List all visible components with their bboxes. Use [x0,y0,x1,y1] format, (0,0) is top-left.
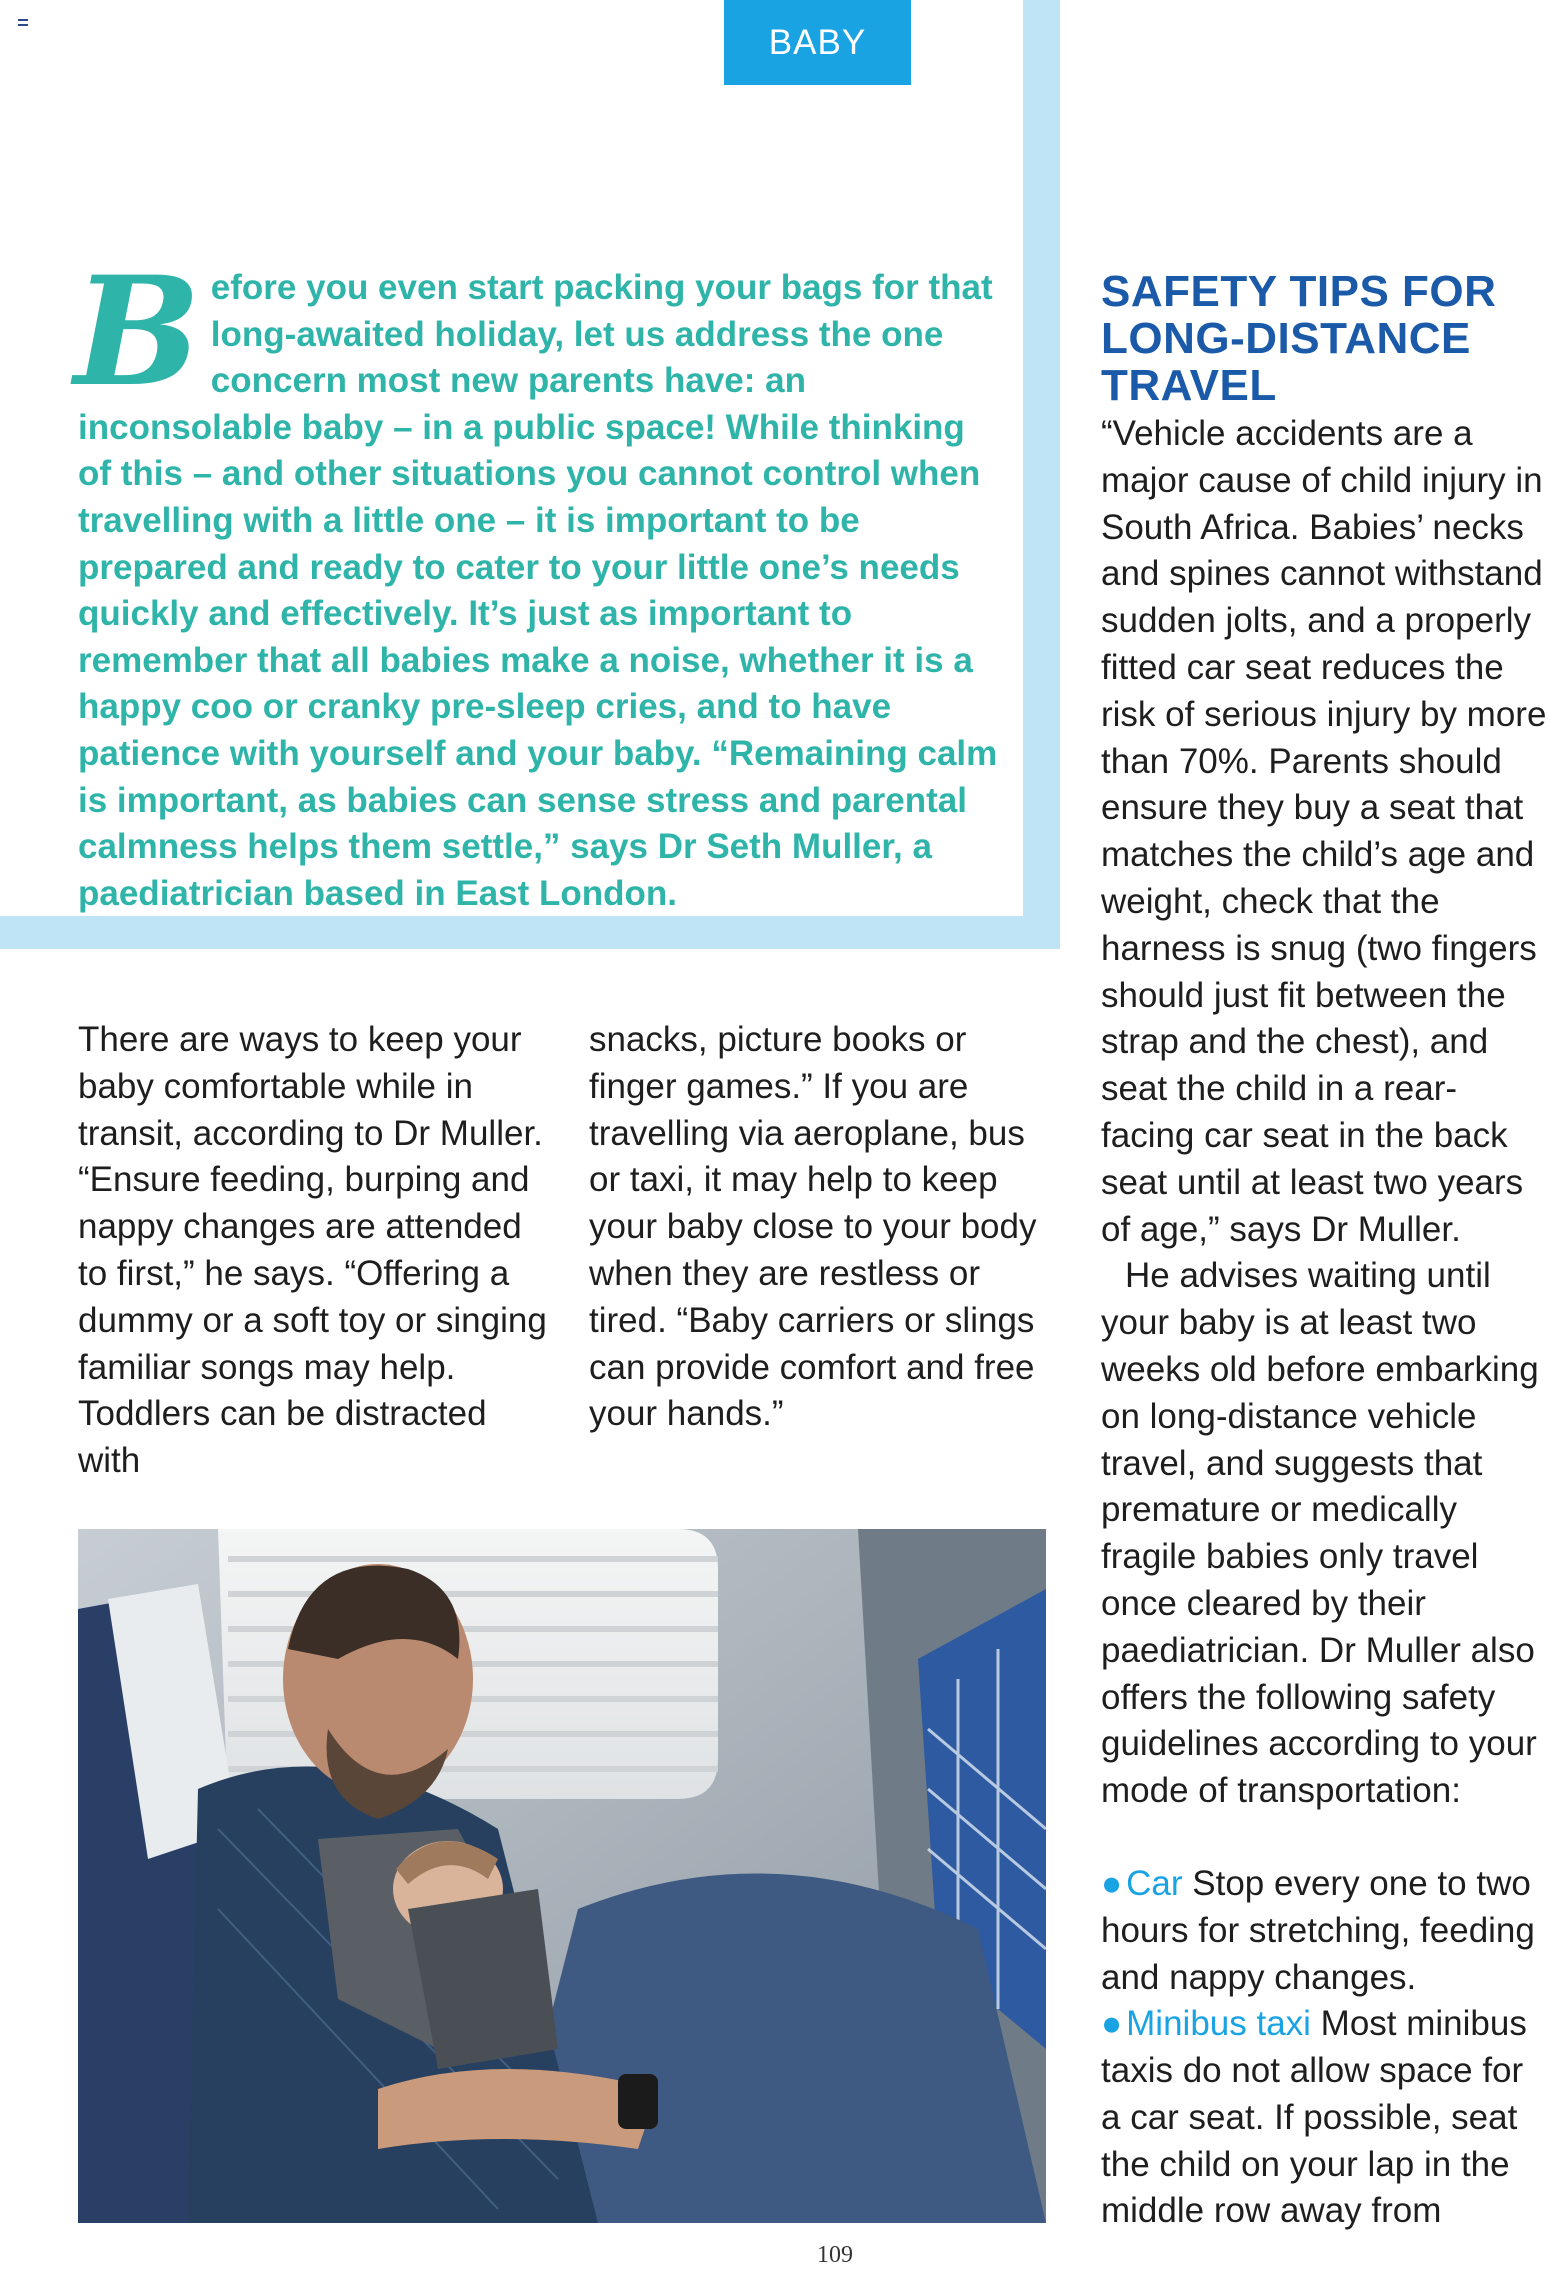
tip-car [1101,1861,1550,2001]
tip-term: Minibus taxi [1126,2004,1311,2044]
body-column-1: There are ways to keep your baby comfortable while in transit, according to Dr Muller. “Ensure feeding, burping and nappy changes are attended to first,” he says. “Offering a dummy or a soft toy or singing familiar songs may help. Toddlers can be distracted with [78,1020,547,1481]
body-column-2: snacks, picture books or finger games.” If you are travelling via aeroplane, bus or taxi, it may help to keep your baby close to your body when they are restless or tired. “Baby carriers or slings can provide comfort and free your hands.” [589,1020,1037,1434]
photo-illustration [78,1529,1046,2223]
tips-list [1101,1861,1550,2235]
tip-text: Stop every one to two hours for stretching, feeding and nappy changes. [1101,1863,1535,1997]
intro-paragraph [74,244,998,917]
tip-term: Car [1126,1863,1183,1903]
safety-tips-sidebar [1101,268,1550,2235]
bullet-icon: ● [1101,1863,1123,1903]
tip-text: Most minibus taxis do not allow space for a car seat. If possible, seat the child on your lap in the middle row away from [1101,2004,1527,2231]
tip-minibus-taxi [1101,2001,1550,2235]
section-tab [724,0,911,85]
decorative-frame-bottom [0,916,1060,949]
sidebar-title: SAFETY TIPS FOR LONG-DISTANCE TRAVEL [1101,267,1497,410]
drop-cap: B [74,244,201,420]
menu-icon[interactable] [18,19,28,26]
bullet-icon: ● [1101,2004,1123,2044]
sidebar-paragraph-1: “Vehicle accidents are a major cause of child injury in South Africa. Babies’ necks and spines cannot withstand sudden jolts, and a properly fitted car seat reduces the risk of serious injury by more than 70%. Parents should ensure they buy a seat that matches the child’s age and weight, check that the harness is snug (two fingers should just fit between the strap and the chest), and seat the child in a rear-facing car seat in the back seat until at least two years of age,” says Dr Muller. [1101,414,1547,1249]
sidebar-body [1101,411,1550,2235]
page-number: 109 [817,2242,853,2268]
sidebar-paragraph-2: He advises waiting until your baby is at least two weeks old before embarking on long-distance vehicle travel, and suggests that premature or medically fragile babies only travel once cleared by their paediatrician. Dr Muller also offers the following safety guidelines according to your mode of transportation: [1101,1256,1539,1811]
intro-text: efore you even start packing your bags for that long-awaited holiday, let us address the one concern most new parents have: an inconsolable baby – in a public space! While thinking of this – and other situations you cannot control when travelling with a little one – it is important to be prepared and ready to cater to your little one’s needs quickly and effectively. It’s just as important to remember that all babies make a noise, whether it is a happy coo or cranky pre-sleep cries, and to have patience with yourself and your baby. “Remaining calm is important, as babies can sense stress and parental calmness helps them settle,” says Dr Seth Muller, a paediatrician based in East London. [78,268,998,913]
decorative-frame-right [1023,0,1060,944]
section-tab-label: BABY [768,22,867,62]
photo-father-baby-train [78,1529,1046,2223]
